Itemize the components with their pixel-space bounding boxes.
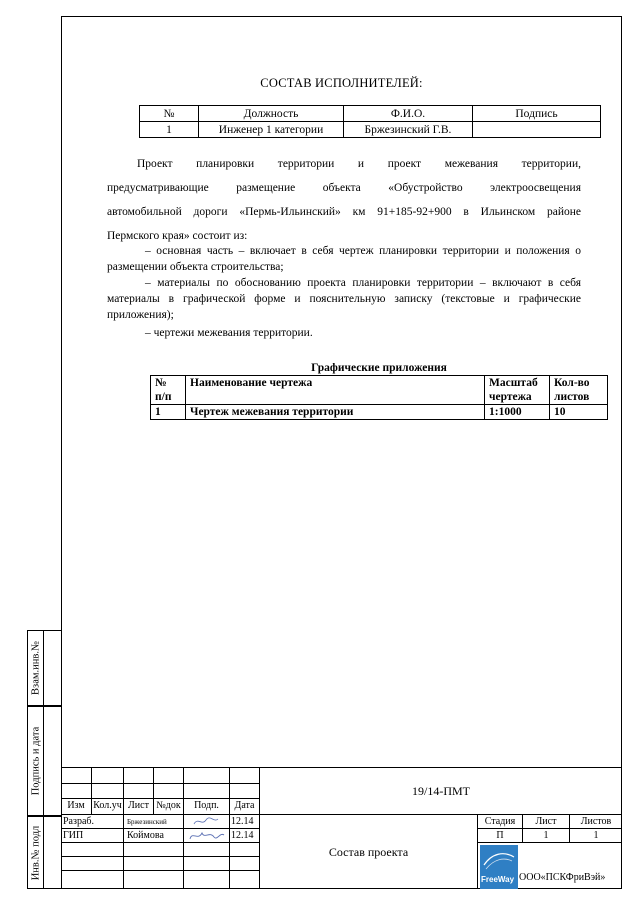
company-block <box>477 842 622 889</box>
signature-razrab <box>183 814 229 828</box>
list-item: – чертежи межевания территории. <box>145 327 313 339</box>
stamp-stage-label: Стадия <box>477 814 522 828</box>
signature-gip <box>183 828 229 842</box>
intro-line: Проект планировки территории и проект межевания территории, <box>137 158 581 170</box>
table-cell: 1 <box>140 122 199 138</box>
table-header: Масштаб чертежа <box>485 376 550 405</box>
table-header-row <box>151 376 608 405</box>
list-item: – материалы по обоснованию проекта планировки территории – включают в себя материалы в графической форме и пояснительную записку (текстовые и графические приложения); <box>107 277 581 321</box>
sidebar-vzam <box>27 630 61 706</box>
page-title: СОСТАВ ИСПОЛНИТЕЛЕЙ: <box>260 76 423 90</box>
stamp-name-gip: Коймова <box>123 828 183 842</box>
stamp-role-gip: ГИП <box>61 828 123 842</box>
table-header: № <box>140 106 199 122</box>
stamp-header-list: Лист <box>123 798 153 814</box>
stamp-sheets-value: 1 <box>569 828 622 842</box>
stamp-sheets-label: Листов <box>569 814 622 828</box>
stamp-name-razrab: Бржезинский <box>123 814 183 828</box>
sidebar-inv-label: Инв.№ подл <box>30 825 42 880</box>
stamp-header-podp: Подп. <box>183 798 229 814</box>
sidebar-vzam-label: Взам.инв.№ <box>30 641 42 695</box>
document-code: 19/14-ПМТ <box>259 767 622 814</box>
stamp-sheet-label: Лист <box>522 814 569 828</box>
table-header: Наименование чертежа <box>186 376 485 405</box>
stamp-role-razrab: Разраб. <box>61 814 123 828</box>
table-cell: 1 <box>151 405 186 420</box>
intro-line: предусматривающие размещение объекта «Обустройство электроосвещения <box>107 182 581 194</box>
table-header: № п/п <box>151 376 186 405</box>
stamp-date-gip: 12.14 <box>229 828 259 842</box>
sidebar-podpis <box>27 706 61 816</box>
company-logo <box>480 845 518 889</box>
table-cell: Инженер 1 категории <box>199 122 344 138</box>
list-item: – основная часть – включает в себя чертеж планировки территории и положения о размещении объекта строительства; <box>107 245 581 273</box>
table-header: Кол-во листов <box>550 376 608 405</box>
table-cell: 1:1000 <box>485 405 550 420</box>
stamp-sheet-value: 1 <box>522 828 569 842</box>
stamp-header-kolych: Кол.уч <box>91 798 123 814</box>
title-block <box>61 767 622 889</box>
table-header: Должность <box>199 106 344 122</box>
graphics-title: Графические приложения <box>311 362 447 374</box>
table-cell: 10 <box>550 405 608 420</box>
intro-paragraph <box>107 152 581 248</box>
stamp-header-data: Дата <box>229 798 259 814</box>
sidebar-podpis-label: Подпись и дата <box>30 726 42 796</box>
table-header-row <box>140 106 601 122</box>
page-frame <box>61 16 622 889</box>
stamp-header-izm: Изм <box>61 798 91 814</box>
table-cell: Бржезинский Г.В. <box>344 122 473 138</box>
table-header: Ф.И.О. <box>344 106 473 122</box>
stamp-stage-value: П <box>477 828 522 842</box>
table-cell <box>473 122 601 138</box>
composition-list <box>107 243 581 341</box>
graphics-table <box>150 375 608 420</box>
stamp-date-razrab: 12.14 <box>229 814 259 828</box>
table-row <box>151 405 608 420</box>
sidebar-inv <box>27 816 61 889</box>
company-name: ООО«ПСКФриВэй» <box>519 872 606 883</box>
intro-line: Пермского края» состоит из: <box>107 230 248 242</box>
stamp-header-ndok: №док <box>153 798 183 814</box>
executors-table <box>139 105 601 138</box>
intro-line: автомобильной дороги «Пермь-Ильинский» км 91+185-92+900 в Ильинском районе <box>107 206 581 218</box>
table-row <box>140 122 601 138</box>
company-logo-text: FreeWay <box>481 875 515 884</box>
table-cell: Чертеж межевания территории <box>186 405 485 420</box>
document-title: Состав проекта <box>259 814 477 889</box>
table-header: Подпись <box>473 106 601 122</box>
